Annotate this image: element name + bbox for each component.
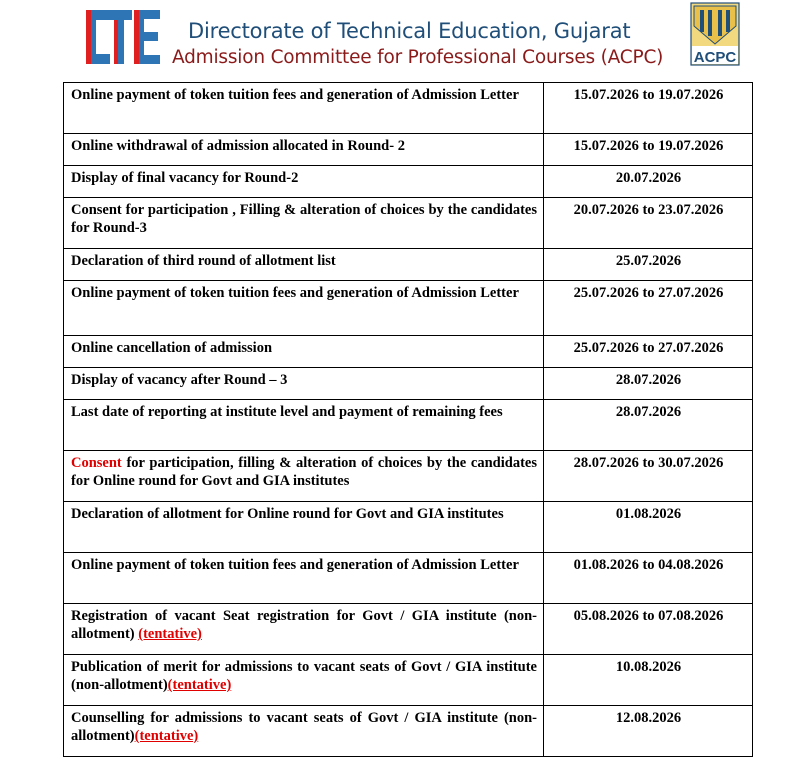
table-row bbox=[64, 83, 753, 134]
date-cell: 05.08.2026 to 07.08.2026 bbox=[544, 604, 753, 655]
table-row bbox=[64, 166, 753, 198]
cte-logo-icon bbox=[84, 6, 164, 68]
table-row bbox=[64, 604, 753, 655]
table-row bbox=[64, 336, 753, 368]
date-cell: 01.08.2026 bbox=[544, 502, 753, 553]
tentative-link[interactable]: (tentative) bbox=[134, 728, 199, 744]
date-cell: 28.07.2026 bbox=[544, 368, 753, 400]
table-row bbox=[64, 553, 753, 604]
date-cell: 01.08.2026 to 04.08.2026 bbox=[544, 553, 753, 604]
date-cell: 25.07.2026 to 27.07.2026 bbox=[544, 281, 753, 336]
schedule-table bbox=[63, 82, 753, 757]
table-row bbox=[64, 281, 753, 336]
table-row bbox=[64, 451, 753, 502]
event-cell bbox=[64, 451, 544, 502]
consent-highlight: Consent bbox=[71, 455, 122, 471]
event-cell: Display of vacancy after Round – 3 bbox=[64, 368, 544, 400]
page-header bbox=[0, 0, 792, 80]
event-cell: Online withdrawal of admission allocated in Round- 2 bbox=[64, 134, 544, 166]
table-row bbox=[64, 502, 753, 553]
event-cell: Last date of reporting at institute level and payment of remaining fees bbox=[64, 400, 544, 451]
table-row bbox=[64, 198, 753, 249]
tentative-link[interactable]: (tentative) bbox=[138, 626, 202, 642]
acpc-logo-icon bbox=[690, 2, 740, 66]
date-cell: 15.07.2026 to 19.07.2026 bbox=[544, 134, 753, 166]
event-text: Counselling for admissions to vacant seats of Govt / GIA institute (non-allotment) bbox=[71, 710, 537, 744]
event-cell: Online payment of token tuition fees and generation of Admission Letter bbox=[64, 83, 544, 134]
table-row bbox=[64, 655, 753, 706]
date-cell: 20.07.2026 bbox=[544, 166, 753, 198]
event-text: Registration of vacant Seat registration for Govt / GIA institute (non-allotment) bbox=[71, 608, 537, 642]
page-subtitle: Admission Committee for Professional Courses (ACPC) bbox=[172, 47, 664, 68]
acpc-logo-text: ACPC bbox=[693, 49, 737, 66]
date-cell: 20.07.2026 to 23.07.2026 bbox=[544, 198, 753, 249]
date-cell: 28.07.2026 bbox=[544, 400, 753, 451]
event-cell: Online cancellation of admission bbox=[64, 336, 544, 368]
table-row bbox=[64, 134, 753, 166]
date-cell: 25.07.2026 to 27.07.2026 bbox=[544, 336, 753, 368]
event-cell: Consent for participation , Filling & alteration of choices by the candidates for Round-3 bbox=[64, 198, 544, 249]
tentative-link[interactable]: (tentative) bbox=[167, 677, 232, 693]
event-text: for participation, filling & alteration of choices by the candidates for Online round for Govt and GIA institutes bbox=[71, 455, 537, 489]
date-cell: 25.07.2026 bbox=[544, 249, 753, 281]
date-cell: 28.07.2026 to 30.07.2026 bbox=[544, 451, 753, 502]
event-cell bbox=[64, 655, 544, 706]
event-cell: Online payment of token tuition fees and generation of Admission Letter bbox=[64, 553, 544, 604]
event-cell: Display of final vacancy for Round-2 bbox=[64, 166, 544, 198]
event-cell bbox=[64, 706, 544, 757]
table-row bbox=[64, 706, 753, 757]
page-title: Directorate of Technical Education, Gujarat bbox=[188, 19, 631, 43]
event-text: Publication of merit for admissions to vacant seats of Govt / GIA institute (non-allotment) bbox=[71, 659, 537, 693]
date-cell: 10.08.2026 bbox=[544, 655, 753, 706]
event-cell: Online payment of token tuition fees and generation of Admission Letter bbox=[64, 281, 544, 336]
table-row bbox=[64, 400, 753, 451]
date-cell: 15.07.2026 to 19.07.2026 bbox=[544, 83, 753, 134]
date-cell: 12.08.2026 bbox=[544, 706, 753, 757]
event-cell bbox=[64, 604, 544, 655]
event-cell: Declaration of allotment for Online round for Govt and GIA institutes bbox=[64, 502, 544, 553]
table-row bbox=[64, 249, 753, 281]
table-row bbox=[64, 368, 753, 400]
event-cell: Declaration of third round of allotment list bbox=[64, 249, 544, 281]
